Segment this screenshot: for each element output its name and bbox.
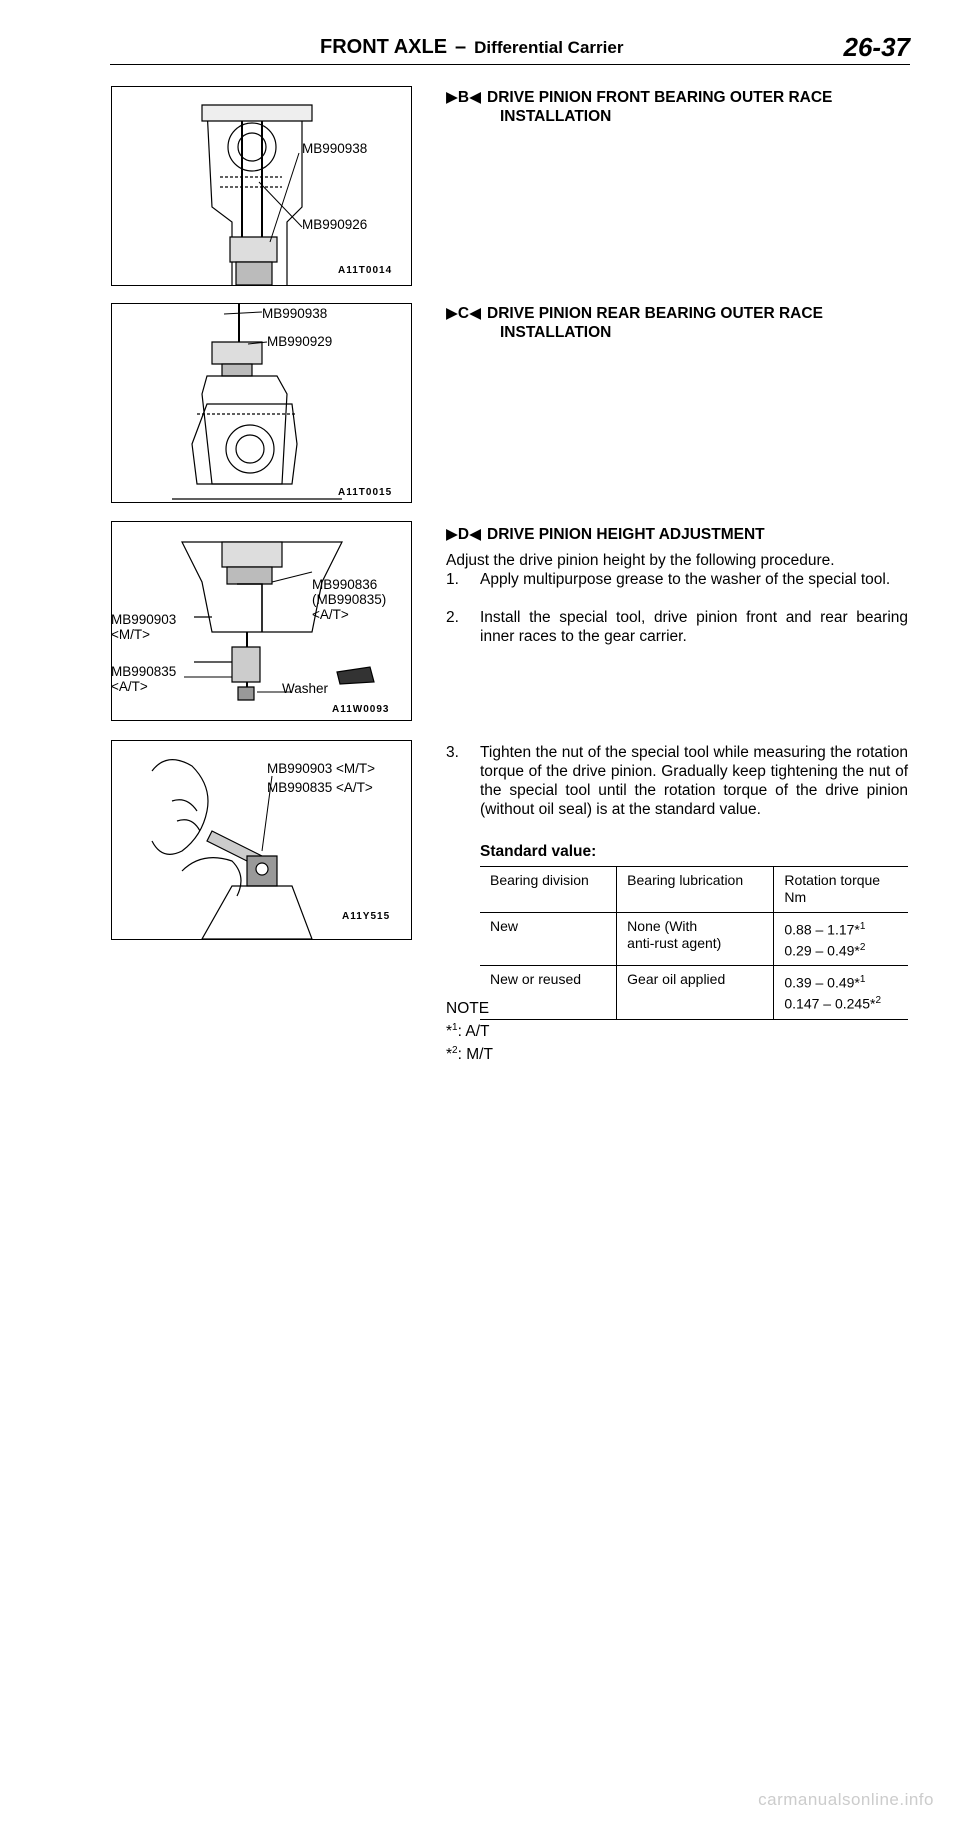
step-1-text: Apply multipurpose grease to the washer of the special tool. (480, 571, 891, 588)
step-1-number: 1. (446, 571, 459, 588)
table-header-row (480, 867, 908, 913)
heading-d-title: DRIVE PINION HEIGHT ADJUSTMENT (487, 526, 765, 543)
note-item-2: *$^2$: M/T (446, 1045, 493, 1064)
procedure-step-1 (446, 570, 908, 589)
header-rule (110, 64, 910, 65)
rear-bearing-race-drawing (112, 304, 411, 502)
standard-value-label: Standard value: (480, 843, 597, 860)
table-row (480, 913, 908, 966)
front-bearing-race-drawing (112, 87, 411, 285)
figure3-tool-label-3: MB990836 (MB990835) <A/T> (312, 577, 387, 622)
step-2-text: Install the special tool, drive pinion front and rear bearing inner races to the gear carrier. (480, 609, 908, 645)
figure3-washer-label: Washer (282, 681, 329, 696)
figure-rear-bearing-race (111, 303, 412, 503)
procedure-step-2 (446, 608, 908, 646)
page-number: 26-37 (843, 32, 910, 62)
pinion-height-intro: Adjust the drive pinion height by the following procedure. (446, 552, 835, 569)
header-subtitle: Differential Carrier (474, 38, 624, 57)
figure3-code: A11W0093 (332, 704, 390, 715)
procedure-step-3 (446, 743, 908, 819)
figure1-tool-label-1: MB990938 (302, 141, 368, 156)
marker-c: ▶C◀ (446, 305, 482, 322)
figure4-tool-label-1: MB990903 <M/T> (267, 761, 376, 776)
heading-front-bearing-race (446, 88, 916, 126)
step-3-number: 3. (446, 744, 459, 761)
figure-rotation-torque (111, 740, 412, 940)
table-cell-division: New (480, 913, 617, 966)
table-cell-lubrication: Gear oil applied (617, 966, 774, 1019)
figure4-tool-label-2: MB990835 <A/T> (267, 780, 373, 795)
header-title: FRONT AXLE (320, 36, 448, 58)
heading-c-title-2: INSTALLATION (500, 324, 612, 341)
footer-watermark: carmanualsonline.info (758, 1790, 934, 1809)
figure3-tool-label-at: MB990835 <A/T> (111, 664, 177, 694)
table-header-lubrication: Bearing lubrication (617, 867, 774, 913)
heading-b-title: DRIVE PINION FRONT BEARING OUTER RACE (487, 89, 833, 106)
note-item-1: *$^1$: A/T (446, 1022, 490, 1041)
table-cell-division: New or reused (480, 966, 617, 1019)
heading-rear-bearing-race (446, 304, 916, 342)
figure2-code: A11T0015 (338, 487, 393, 498)
note-label: NOTE (446, 1000, 490, 1017)
figure-front-bearing-race (111, 86, 412, 286)
figure3-tool-label-mt: MB990903 <M/T> (111, 612, 177, 642)
heading-c-title: DRIVE PINION REAR BEARING OUTER RACE (487, 305, 823, 322)
figure4-code: A11Y515 (342, 911, 391, 922)
note-block (446, 999, 908, 1064)
table-header-division: Bearing division (480, 867, 617, 913)
figure1-tool-label-2: MB990926 (302, 217, 368, 232)
step-3-text: Tighten the nut of the special tool while measuring the rotation torque of the drive pinion. Gradually keep tightening the nut of the special tool until the rotation torque of the drive pinion (without oil seal) is at the standard value. (480, 744, 908, 818)
rotation-torque-table (480, 866, 908, 1020)
table-cell-lubrication: None (With anti-rust agent) (617, 913, 774, 966)
page-header (320, 36, 623, 59)
table-header-torque: Rotation torque Nm (774, 867, 908, 913)
figure2-tool-label-2: MB990929 (267, 334, 333, 349)
marker-d: ▶D◀ (446, 526, 482, 543)
header-dash: – (455, 36, 467, 58)
table-cell-torque: 0.39 – 0.49*$^1$ 0.147 – 0.245*$^2$ (774, 966, 908, 1019)
heading-b-title-2: INSTALLATION (500, 108, 612, 125)
table-cell-torque: 0.88 – 1.17*$^1$ 0.29 – 0.49*$^2$ (774, 913, 908, 966)
figure1-code: A11T0014 (338, 265, 393, 276)
heading-pinion-height (446, 525, 916, 544)
marker-b: ▶B◀ (446, 89, 482, 106)
step-2-number: 2. (446, 609, 459, 626)
figure-pinion-height (111, 521, 412, 721)
figure2-tool-label-1: MB990938 (262, 306, 328, 321)
